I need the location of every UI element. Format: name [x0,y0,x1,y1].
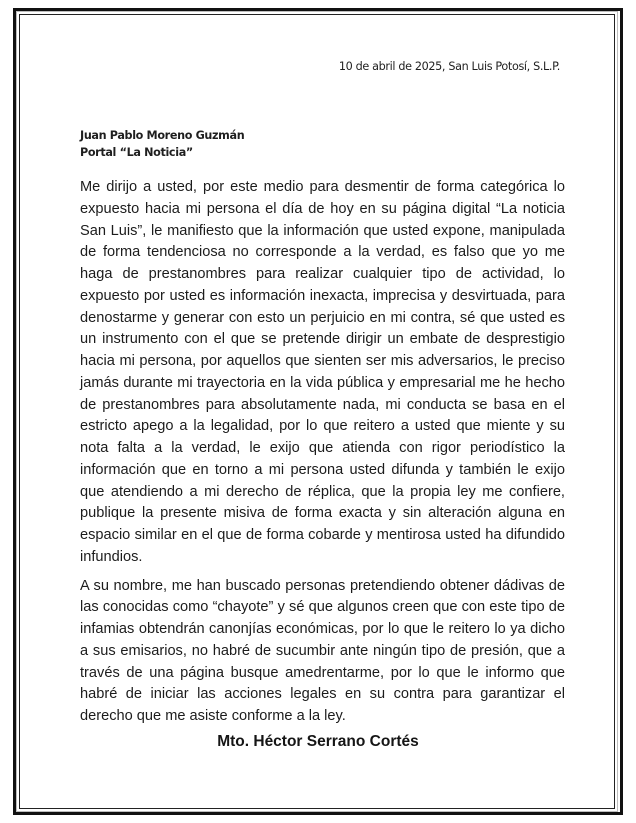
body-paragraph: Me dirijo a usted, por este medio para desmentir de forma categórica lo expuesto hacia mi persona el día de hoy en su página digital “La noticia San Luis”, le manifiesto que la información que usted expone, manipulada de forma tendenciosa no corresponde a la verdad, es falso que yo me haga de prestanombres para realizar cualquier tipo de actividad, lo expuesto por usted es información inexacta, imprecisa y desvirtuada, para denostarme y generar con esto un perjuicio en mi contra, sé que usted es un instrumento con el que se pretende dirigir un embate de desprestigio hacia mi persona, por aquellos que sienten ser mis adversarios, le preciso jamás durante mi trayectoria en la vida pública y empresarial me he hecho de prestanombres para absolutamente nada, mi conducta se basa en el estricto apego a la legalidad, por lo que reitero a usted que miente y su nota falta a la verdad, le exijo que atienda con rigor periodístico la información que en torno a mi persona usted difunda y también le exijo que atendiendo a mi derecho de réplica, que la propia ley me confiere, publique la presente misiva de forma exacta y sin alteración alguna en espacio similar en el que de forma cobarde y mentirosa usted ha difundido infundios. [80,179,565,565]
recipient-organization: Portal “La Noticia” [80,146,193,159]
recipient-block [80,127,244,161]
signature: Mto. Héctor Serrano Cortés [217,733,419,750]
recipient-name: Juan Pablo Moreno Guzmán [80,129,245,142]
letter-body [80,177,565,728]
date-place: 10 de abril de 2025, San Luis Potosí, S.L.P. [338,60,560,73]
body-paragraph: A su nombre, me han buscado personas pretendiendo obtener dádivas de las conocidas como “chayote” y sé que algunos creen que con este tipo de infamias obtendrán canonjías económicas, por lo que le reitero lo ya dicho a sus emisarios, no habré de sucumbir ante ningún tipo de presión, que a través de una página busque amedrentarme, por lo que le informo que habré de iniciar las acciones legales en su contra para garantizar el derecho que me asiste conforme a la ley. [80,577,565,724]
